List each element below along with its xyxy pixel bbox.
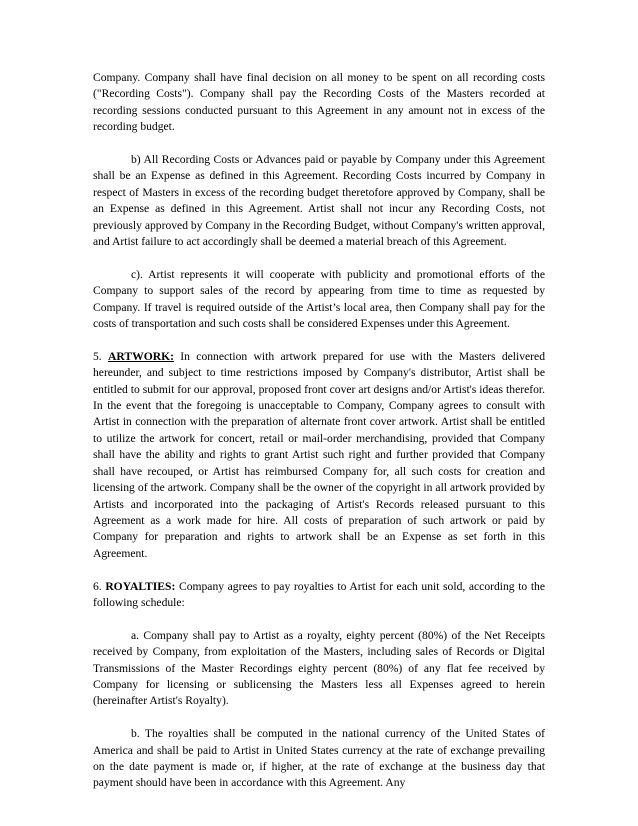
section-6-number: 6. — [93, 579, 106, 593]
paragraph-b-expenses: b) All Recording Costs or Advances paid or payable by Company under this Agreement shall be an Expense as defined in this Agreement. Recording Costs incurred by Company in respect of Masters in excess of the recording budget theretofore approved by Company, shall be an Expense as defined in this Agreement. Artist shall not incur any Recording Costs, not previously approved by Company in the Recording Budget, without Company's written approval, and Artist failure to act accordingly shall be deemed a material breach of this Agreement. — [93, 153, 545, 249]
paragraph-6b-currency: b. The royalties shall be computed in the national currency of the United States of America and shall be paid to Artist in United States currency at the rate of exchange prevailing on the date payment is made or, if higher, at the rate of exchange at the business day that payment should have been in accordance with this Agreement. Any — [93, 727, 545, 790]
section-5-heading: ARTWORK: — [108, 349, 174, 363]
document-page — [93, 70, 545, 808]
section-5-artwork — [93, 349, 545, 562]
section-6-royalties — [93, 579, 545, 612]
paragraph-c-publicity: c). Artist represents it will cooperate with publicity and promotional efforts of the Company to support sales of the record by appearing from time to time as requested by Company. If travel is required outside of the Artist’s local area, then Company shall pay for the costs of transportation and such costs shall be considered Expenses under this Agreement. — [93, 267, 545, 331]
section-6-body: Company agrees to pay royalties to Artist for each unit sold, according to the following schedule: — [93, 579, 546, 609]
paragraph-recording-costs: Company. Company shall have final decision on all money to be spent on all recording costs ("Recording Costs"). Company shall pay the Recording Costs of the Masters recorded at recording sessions conducted pursuant to this Agreement in any amount not in excess of the recording budget. — [93, 71, 545, 134]
section-6-heading: ROYALTIES: — [105, 579, 176, 593]
paragraph-6a-royalty-rate: a. Company shall pay to Artist as a royalty, eighty percent (80%) of the Net Receipts received by Company, from exploitation of the Masters, including sales of Records or Digital Transmissions of the Master Recordings eighty percent (80%) of any flat fee received by Company for licensing or sublicensing the Masters less all Expenses agreed to herein (hereinafter Artist's Royalty). — [93, 628, 545, 708]
section-5-body: In connection with artwork prepared for use with the Masters delivered hereunder, and subject to time restrictions imposed by Company's distributor, Artist shall be entitled to submit for our approval, proposed front cover art designs and/or Artist's ideas therefor. In the event that the foregoing is unacceptable to Company, Company agrees to consult with Artist in connection with the preparation of alternate front cover artwork. Artist shall be entitled to utilize the artwork for concert, retail or mail-order merchandising, provided that Company shall have the ability and rights to grant Artist such right and further provided that Company shall have recouped, or Artist has reimbursed Company for, all such costs for creation and licensing of the artwork. Company shall be the owner of the copyright in all artwork provided by Artists and incorporated into the packaging of Artist's Records released pursuant to this Agreement as a work made for hire. All costs of preparation of such artwork or paid by Company for preparation and rights to artwork shall be an Expense as set forth in this Agreement. — [93, 349, 545, 560]
section-5-number: 5. — [93, 349, 109, 363]
